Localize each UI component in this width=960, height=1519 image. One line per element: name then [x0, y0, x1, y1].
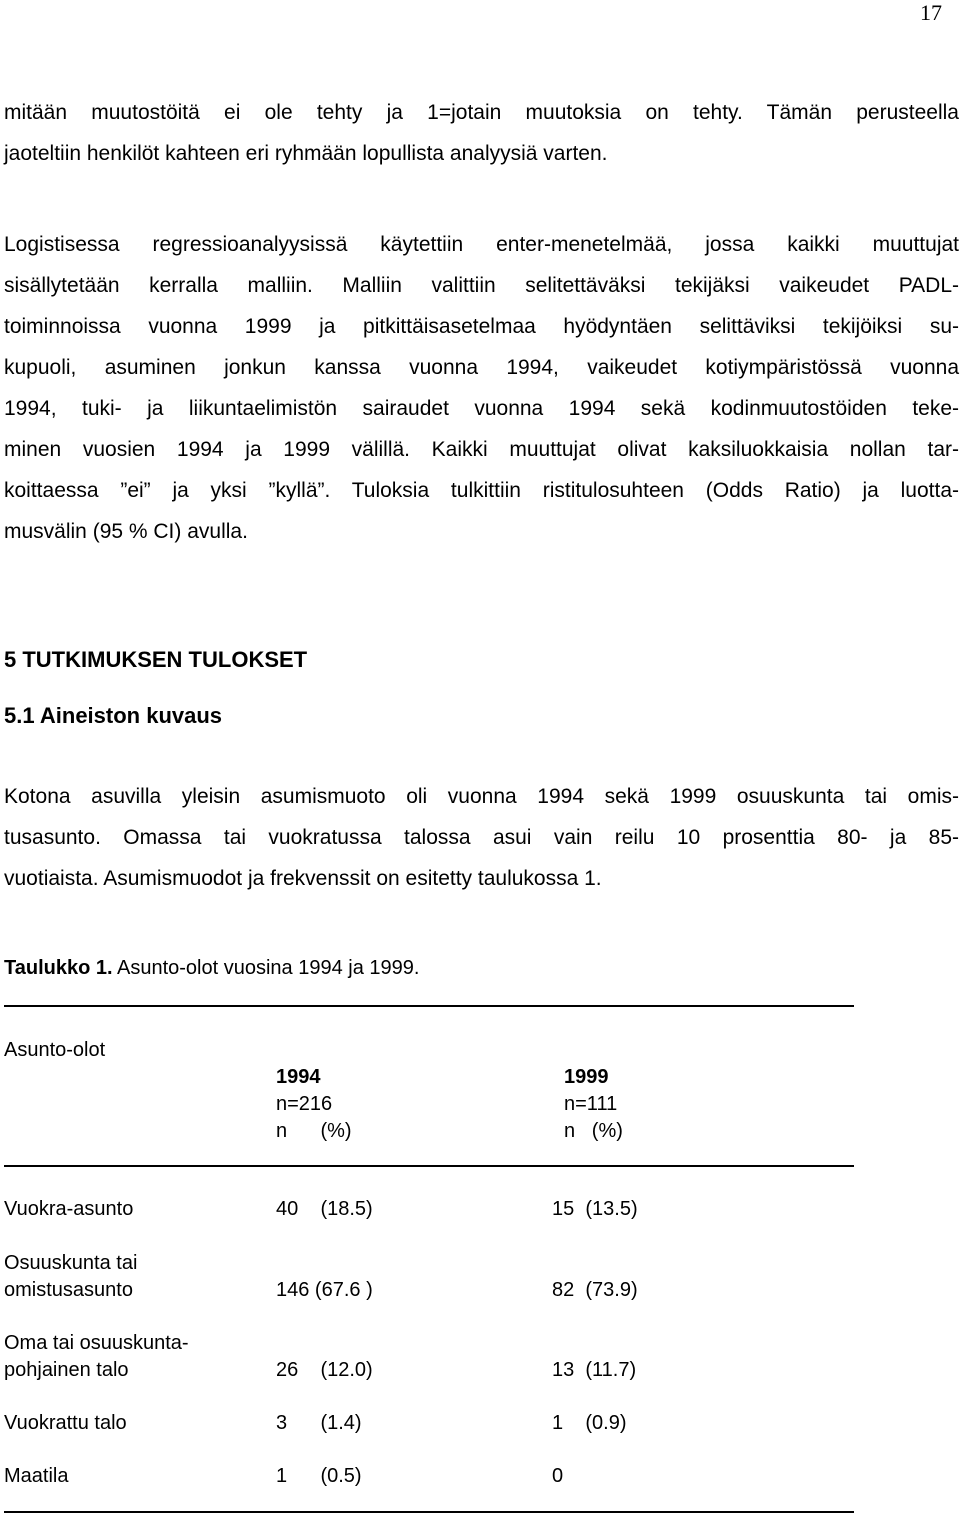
table-header-rule	[4, 1165, 854, 1167]
paragraph-line: minen vuosien 1994 ja 1999 välillä. Kaikki muuttujat olivat kaksiluokkaisia nollan tar-	[4, 438, 959, 461]
table-bottom-rule	[4, 1511, 854, 1513]
cell-1999: 13 (11.7)	[552, 1359, 637, 1381]
row-label: Oma tai osuuskunta-	[4, 1332, 189, 1354]
cell-1994: 1 (0.5)	[276, 1465, 362, 1487]
row-label: Osuuskunta tai	[4, 1252, 138, 1274]
row-header-title: Asunto-olot	[4, 1039, 106, 1061]
paragraph-line: musvälin (95 % CI) avulla.	[4, 520, 248, 543]
column-n-1999: n=111	[564, 1093, 618, 1115]
paragraph-line: Kotona asuvilla yleisin asumismuoto oli vuonna 1994 sekä 1999 osuuskunta tai omis-	[4, 785, 959, 808]
row-label: Maatila	[4, 1465, 69, 1487]
paragraph-line: kupuoli, asuminen jonkun kanssa vuonna 1994, vaikeudet kotiympäristössä vuonna	[4, 356, 959, 379]
row-label: omistusasunto	[4, 1279, 133, 1301]
cell-1994: 40 (18.5)	[276, 1198, 373, 1220]
paragraph-3	[4, 776, 959, 899]
paragraph-line: toiminnoissa vuonna 1999 ja pitkittäisasetelmaa hyödyntäen selittäviksi tekijöiksi su-	[4, 315, 959, 338]
paragraph-line: koittaessa ”ei” ja yksi ”kyllä”. Tuloksia tulkittiin ristitulosuhteen (Odds Ratio) ja luotta-	[4, 479, 959, 502]
row-label: Vuokrattu talo	[4, 1412, 127, 1434]
cell-1999: 0	[552, 1465, 564, 1487]
table-caption	[4, 957, 419, 980]
table-caption-text: Asunto-olot vuosina 1994 ja 1999.	[112, 957, 420, 979]
column-n-1994: n=216	[276, 1093, 333, 1115]
cell-1994: 26 (12.0)	[276, 1359, 373, 1381]
table-caption-label: Taulukko 1.	[4, 957, 113, 979]
cell-1999: 15 (13.5)	[552, 1198, 638, 1220]
table-top-rule	[4, 1005, 854, 1007]
row-label: Vuokra-asunto	[4, 1198, 134, 1220]
column-year-1999: 1999	[564, 1066, 609, 1088]
paragraph-line: tusasunto. Omassa tai vuokratussa talossa asui vain reilu 10 prosenttia 80- ja 85-	[4, 826, 959, 849]
paragraph-line: sisällytetään kerralla malliin. Malliin valittiin selitettäväksi tekijäksi vaikeudet PADL-	[4, 274, 959, 297]
paragraph-line: Logistisessa regressioanalyysissä käytettiin enter-menetelmää, jossa kaikki muuttujat	[4, 233, 959, 256]
section-heading: 5 TUTKIMUKSEN TULOKSET	[4, 647, 308, 672]
column-year-1994: 1994	[276, 1066, 321, 1088]
row-label: pohjainen talo	[4, 1359, 129, 1381]
cell-1994: 146 (67.6 )	[276, 1279, 373, 1301]
paragraph-line: mitään muutostöitä ei ole tehty ja 1=jotain muutoksia on tehty. Tämän perusteella	[4, 101, 959, 124]
cell-1999: 1 (0.9)	[552, 1412, 627, 1434]
column-unit-1999: n (%)	[564, 1120, 623, 1142]
page-number: 17	[920, 0, 942, 25]
subsection-heading: 5.1 Aineiston kuvaus	[4, 703, 223, 728]
paragraph-1	[4, 92, 959, 174]
paragraph-line: jaoteltiin henkilöt kahteen eri ryhmään lopullista analyysiä varten.	[4, 142, 608, 165]
column-unit-1994: n (%)	[276, 1120, 352, 1142]
paragraph-line: vuotiaista. Asumismuodot ja frekvenssit on esitetty taulukossa 1.	[4, 867, 602, 890]
paragraph-2	[4, 224, 959, 552]
cell-1994: 3 (1.4)	[276, 1412, 362, 1434]
paragraph-line: 1994, tuki- ja liikuntaelimistön sairaudet vuonna 1994 sekä kodinmuutostöiden teke-	[4, 397, 959, 420]
cell-1999: 82 (73.9)	[552, 1279, 638, 1301]
